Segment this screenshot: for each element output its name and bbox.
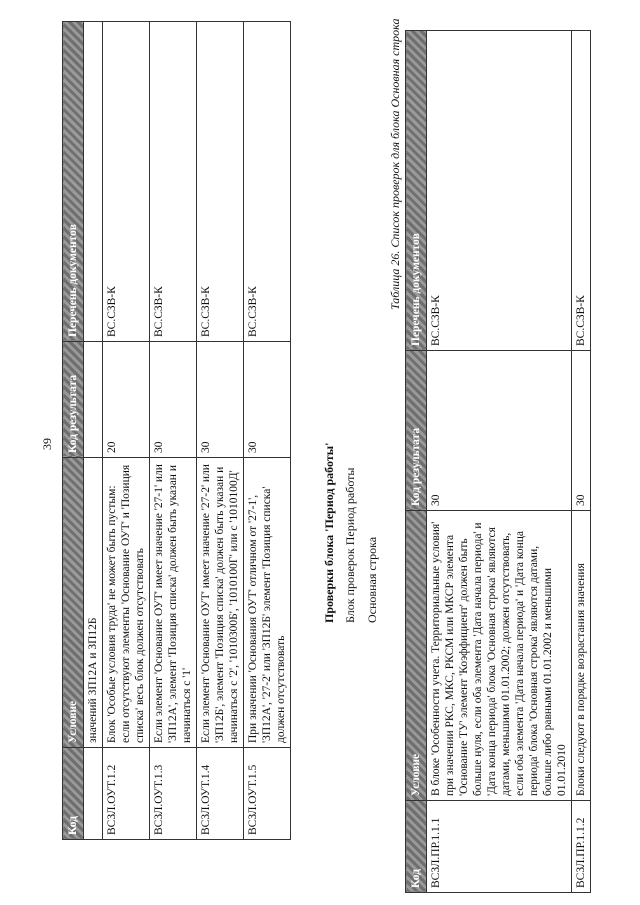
cell-result-code: 30 (244, 342, 291, 458)
cell-documents: ВС.СЗВ-К (572, 31, 591, 351)
cell-documents: ВС.СЗВ-К (197, 22, 244, 342)
header-code: Код (63, 748, 84, 840)
cell-condition: Блок 'Особые условия труда' не может быть пустым: если отсутствуют элементы 'Основание ОУТ' и 'Позиция списка' весь блок должен отсутствовать (103, 458, 150, 748)
cell-documents (84, 22, 103, 342)
table-row (84, 22, 103, 840)
header-condition: Условие (63, 458, 84, 748)
cell-code (84, 748, 103, 840)
subheading-main-row: Основная строка (365, 536, 379, 623)
cell-code: ВСЗЛ.ОУТ.1.3 (150, 748, 197, 840)
table-row (244, 22, 291, 840)
subheading-block: Блок проверок Период работы (343, 467, 357, 623)
cell-documents: ВС.СЗВ-К (103, 22, 150, 342)
cell-result-code: 30 (150, 342, 197, 458)
table-row (572, 31, 591, 893)
cell-documents: ВС.СЗВ-К (427, 31, 572, 351)
cell-condition: Блоки следуют в порядке возрастания значения (572, 511, 591, 801)
cell-condition: При значении 'Основания ОУТ' отличном от '27-1', 'ЗП12А', '27-2' или 'ЗП12Б' элемент 'Позиция списка' должен отсутствовать (244, 458, 291, 748)
cell-documents: ВС.СЗВ-К (244, 22, 291, 342)
header-documents: Перечень документов (406, 31, 427, 351)
conditions-table-1 (62, 21, 291, 840)
cell-code: ВСЗЛ.ПР.1.1.1 (427, 801, 572, 893)
header-result-code: Код результата (406, 351, 427, 511)
table-header (63, 22, 84, 840)
table-caption: Таблица 26. Список проверок для блока Основная строка (388, 18, 402, 310)
cell-code: ВСЗЛ.ПР.1.1.2 (572, 801, 591, 893)
table-row (103, 22, 150, 840)
header-condition: Условие (406, 511, 427, 801)
header-code: Код (406, 801, 427, 893)
cell-result-code: 20 (103, 342, 150, 458)
cell-result-code: 30 (572, 351, 591, 511)
table-row (427, 31, 572, 893)
cell-condition: значений ЗП12А и ЗП12Б (84, 458, 103, 748)
cell-result-code: 30 (427, 351, 572, 511)
cell-code: ВСЗЛ.ОУТ.1.4 (197, 748, 244, 840)
page-number: 39 (40, 438, 54, 450)
cell-code: ВСЗЛ.ОУТ.1.5 (244, 748, 291, 840)
cell-condition: Если элемент 'Основание ОУТ' имеет значение '27-2' или 'ЗП12Б', элемент 'Позиция списка' должен быть указан и начинаться с '2', '1010300Б', '1010100Г' или с '1010100Д' (197, 458, 244, 748)
cell-condition: В блоке 'Особенности учета. Территориальные условия' при значении РКС, МКС, РКСМ или МКСР элемента 'Основание ТУ' элемент 'Коэффициент' должен быть больше нуля, если оба элемента 'Дата начала периода' и 'Дата конца периода' блока 'Основная строка' являются датами, меньшими 01.01.2002; должен отсутствовать, если оба элемента 'Дата начала периода' и 'Дата конца периода' блока 'Основная строка' являются датами, больше либо равными 01.01.2002 и меньшими 01.01.2010 (427, 511, 572, 801)
header-documents: Перечень документов (63, 22, 84, 342)
section-title: Проверки блока 'Период работы' (322, 442, 336, 623)
conditions-table-2 (405, 30, 591, 893)
table-row (150, 22, 197, 840)
cell-documents: ВС.СЗВ-К (150, 22, 197, 342)
cell-condition: Если элемент 'Основание ОУТ' имеет значение '27-1' или 'ЗП12А', элемент 'Позиция списка' должен быть указан и начинаться с '1' (150, 458, 197, 748)
cell-result-code (84, 342, 103, 458)
cell-result-code: 30 (197, 342, 244, 458)
header-result-code: Код результата (63, 342, 84, 458)
table-header (406, 31, 427, 893)
table-row (197, 22, 244, 840)
cell-code: ВСЗЛ.ОУТ.1.2 (103, 748, 150, 840)
